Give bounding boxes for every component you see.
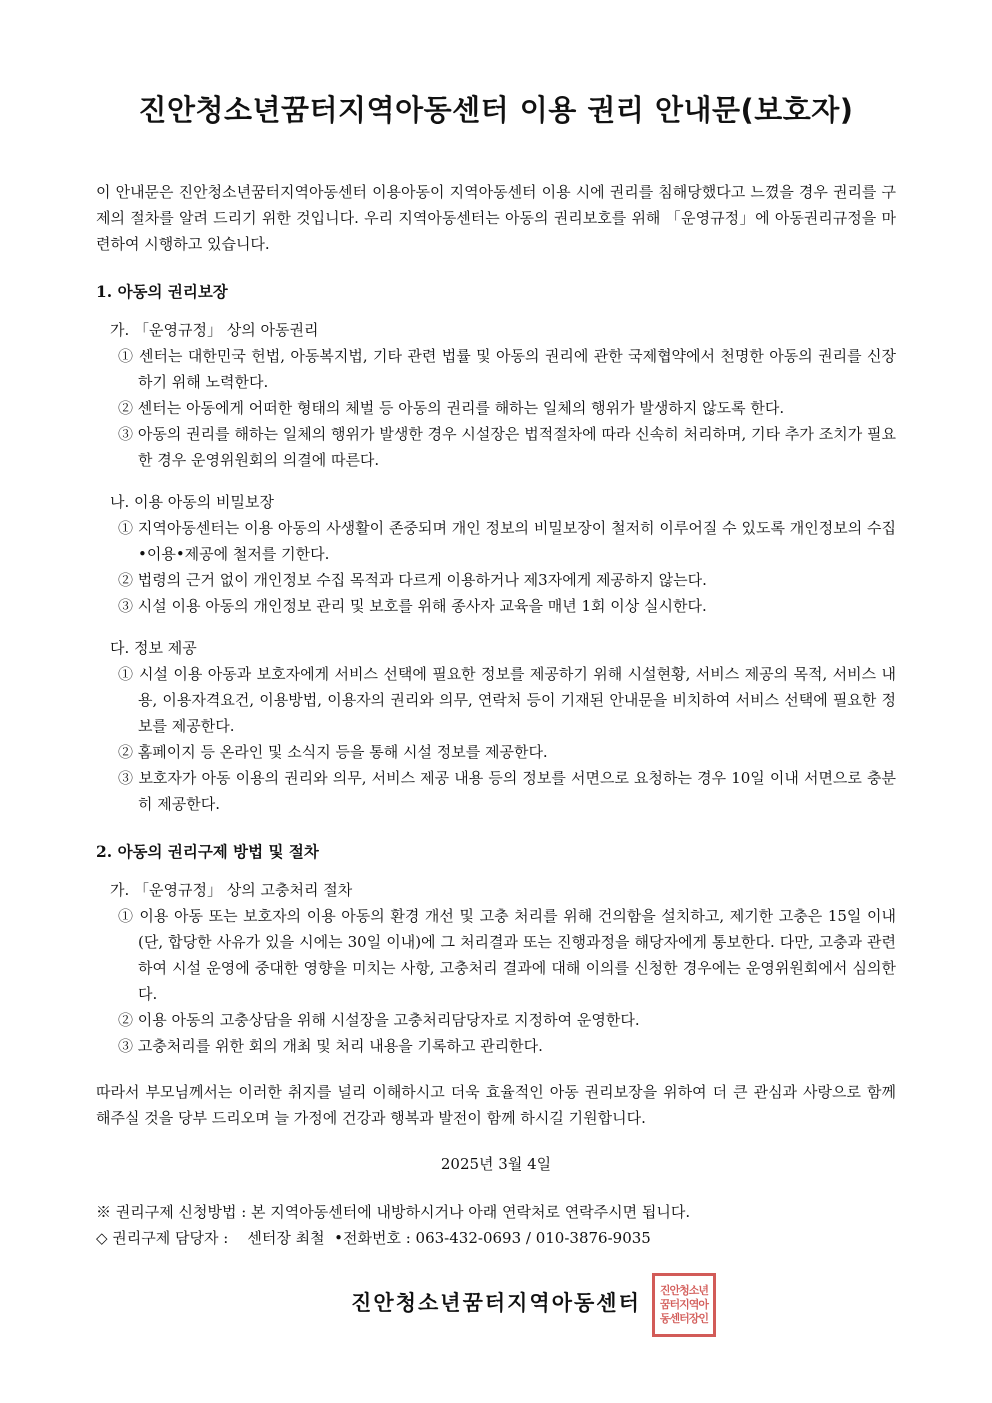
section-2-subsection-a-list <box>96 903 896 1059</box>
list-item: ① 지역아동센터는 이용 아동의 사생활이 존중되며 개인 정보의 비밀보장이 철저히 이루어질 수 있도록 개인정보의 수집•이용•제공에 철저를 기한다. <box>118 519 896 563</box>
intro-paragraph: 이 안내문은 진안청소년꿈터지역아동센터 이용아동이 지역아동센터 이용 시에 권리를 침해당했다고 느꼈을 경우 권리를 구제의 절차를 알려 드리기 위한 것입니다. 우리 지역아동센터는 아동의 권리보호를 위해 「운영규정」에 아동권리규정을 마련하여 시행하고 있습니다. <box>96 183 896 253</box>
section-1-subsection-b-list <box>96 515 896 619</box>
section-1-title: 1. 아동의 권리보장 <box>96 282 228 301</box>
section-1-subsection-c-title: 다. 정보 제공 <box>110 639 197 657</box>
contact-notes <box>96 1199 896 1251</box>
remedy-method-note: ※ 권리구제 신청방법 : 본 지역아동센터에 내방하시거나 아래 연락처로 연락주시면 됩니다. <box>96 1203 691 1221</box>
list-item: ① 이용 아동 또는 보호자의 이용 아동의 환경 개선 및 고충 처리를 위해 건의함을 설치하고, 제기한 고충은 15일 이내(단, 합당한 사유가 있을 시에는 30일 이내)에 그 처리결과 또는 진행과정을 해당자에게 통보한다. 다만, 고충과 관련하여 시설 운영에 중대한 영향을 미치는 사항, 고충처리 결과에 대해 이의를 신청한 경우에는 운영위원회에서 심의한다. <box>118 907 896 1003</box>
section-1-subsection-c-list <box>96 661 896 817</box>
list-item: ③ 아동의 권리를 해하는 일체의 행위가 발생한 경우 시설장은 법적절차에 따라 신속히 처리하며, 기타 추가 조치가 필요한 경우 운영위원회의 의결에 따른다. <box>118 425 896 469</box>
seal-line: 동센터장인 <box>659 1312 709 1325</box>
list-item: ② 센터는 아동에게 어떠한 형태의 체벌 등 아동의 권리를 해하는 일체의 행위가 발생하지 않도록 한다. <box>118 399 785 417</box>
closing-paragraph: 따라서 부모님께서는 이러한 취지를 널리 이해하시고 더욱 효율적인 아동 권리보장을 위하여 더 큰 관심과 사랑으로 함께 해주실 것을 당부 드리오며 늘 가정에 건강과 행복과 발전이 함께 하시길 기원합니다. <box>96 1083 896 1127</box>
seal-line: 꿈터지역아 <box>659 1298 709 1311</box>
document-page <box>96 88 896 1333</box>
list-item: ③ 시설 이용 아동의 개인정보 관리 및 보호를 위해 종사자 교육을 매년 1회 이상 실시한다. <box>118 597 707 615</box>
list-item: ② 홈페이지 등 온라인 및 소식지 등을 통해 시설 정보를 제공한다. <box>118 743 548 761</box>
list-item: ① 시설 이용 아동과 보호자에게 서비스 선택에 필요한 정보를 제공하기 위해 시설현황, 서비스 제공의 목적, 서비스 내용, 이용자격요건, 이용방법, 이용자의 권리와 의무, 연락처 등이 기재된 안내문을 비치하여 서비스 선택에 필요한 정보를 제공한다. <box>118 665 896 735</box>
list-item: ② 법령의 근거 없이 개인정보 수집 목적과 다르게 이용하거나 제3자에게 제공하지 않는다. <box>118 571 707 589</box>
signature-block <box>96 1273 896 1333</box>
seal-line: 진안청소년 <box>659 1284 709 1297</box>
remedy-contact-note: ◇ 권리구제 담당자 : 센터장 최철 •전화번호 : 063-432-0693 / 010-3876-9035 <box>96 1229 651 1247</box>
official-seal-icon <box>652 1273 716 1337</box>
center-signature: 진안청소년꿈터지역아동센터 <box>351 1290 641 1315</box>
section-2-subsection-a-title: 가. 「운영규정」 상의 고충처리 절차 <box>110 881 353 899</box>
section-1-subsection-b-title: 나. 이용 아동의 비밀보장 <box>110 493 274 511</box>
section-1-subsection-a-list <box>96 343 896 473</box>
section-2-title: 2. 아동의 권리구제 방법 및 절차 <box>96 842 319 861</box>
section-1-subsection-a-title: 가. 「운영규정」 상의 아동권리 <box>110 321 319 339</box>
list-item: ② 이용 아동의 고충상담을 위해 시설장을 고충처리담당자로 지정하여 운영한다. <box>118 1011 640 1029</box>
list-item: ③ 고충처리를 위한 회의 개최 및 처리 내용을 기록하고 관리한다. <box>118 1037 543 1055</box>
document-date: 2025년 3월 4일 <box>440 1155 552 1173</box>
document-title: 진안청소년꿈터지역아동센터 이용 권리 안내문(보호자) <box>138 93 854 127</box>
list-item: ① 센터는 대한민국 헌법, 아동복지법, 기타 관련 법률 및 아동의 권리에 관한 국제협약에서 천명한 아동의 권리를 신장하기 위해 노력한다. <box>118 347 896 391</box>
list-item: ③ 보호자가 아동 이용의 권리와 의무, 서비스 제공 내용 등의 정보를 서면으로 요청하는 경우 10일 이내 서면으로 충분히 제공한다. <box>118 769 896 813</box>
